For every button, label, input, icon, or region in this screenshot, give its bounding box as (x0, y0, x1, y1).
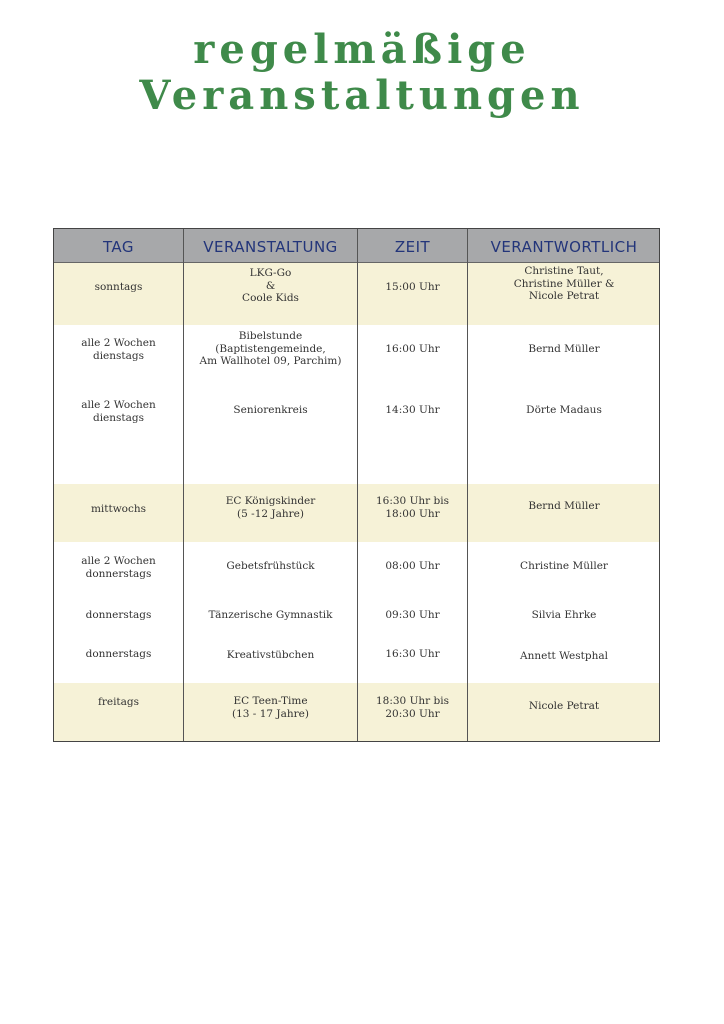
cell-verantwortlich: Bernd Müller (528, 500, 600, 512)
header-tag: TAG (102, 238, 135, 256)
header-zeit: ZEIT (394, 238, 431, 256)
cell-zeit: 16:30 Uhr bis 18:00 Uhr (375, 495, 450, 520)
cell-veranstaltung: Kreativstübchen (226, 649, 315, 661)
cell-veranstaltung: Tänzerische Gymnastik (208, 609, 333, 621)
cell-tag: alle 2 Wochen dienstags (81, 399, 156, 424)
cell-verantwortlich: Silvia Ehrke (531, 609, 597, 621)
cell-veranstaltung: Gebetsfrühstück (226, 560, 315, 572)
cell-tag: donnerstags (85, 609, 152, 621)
cell-tag: freitags (97, 696, 140, 708)
cell-veranstaltung: Bibelstunde (Baptistengemeinde, Am Wallhotel 09, Parchim) (199, 330, 342, 367)
cell-veranstaltung: LKG-Go & Coole Kids (242, 267, 299, 304)
page-title-line-1: regelmäßige (193, 26, 531, 73)
cell-veranstaltung: EC Teen-Time (13 - 17 Jahre) (232, 695, 309, 720)
page-title-line-2: Veranstaltungen (139, 72, 585, 119)
cell-tag: sonntags (94, 281, 143, 293)
cell-veranstaltung: Seniorenkreis (233, 404, 308, 416)
cell-zeit: 18:30 Uhr bis 20:30 Uhr (375, 695, 450, 720)
schedule-table (53, 228, 660, 742)
cell-zeit: 09:30 Uhr (385, 609, 440, 621)
cell-zeit: 16:00 Uhr (385, 343, 440, 355)
cell-verantwortlich: Bernd Müller (528, 343, 600, 355)
column-divider (183, 229, 184, 741)
cell-tag: mittwochs (90, 503, 147, 515)
header-veranstaltung: VERANSTALTUNG (203, 238, 338, 256)
cell-verantwortlich: Dörte Madaus (526, 404, 602, 416)
cell-tag: alle 2 Wochen donnerstags (81, 555, 156, 580)
header-verantwortlich: VERANTWORTLICH (490, 238, 638, 256)
cell-verantwortlich: Christine Taut, Christine Müller & Nicole Petrat (513, 265, 615, 302)
cell-verantwortlich: Nicole Petrat (528, 700, 600, 712)
cell-zeit: 15:00 Uhr (385, 281, 440, 293)
cell-zeit: 08:00 Uhr (385, 560, 440, 572)
cell-zeit: 16:30 Uhr (385, 648, 440, 660)
cell-tag: donnerstags (85, 648, 152, 660)
column-divider (467, 229, 468, 741)
cell-tag: alle 2 Wochen dienstags (81, 337, 156, 362)
cell-zeit: 14:30 Uhr (385, 404, 440, 416)
cell-verantwortlich: Annett Westphal (520, 650, 608, 662)
cell-verantwortlich: Christine Müller (520, 560, 608, 572)
column-divider (357, 229, 358, 741)
cell-veranstaltung: EC Königskinder (5 -12 Jahre) (225, 495, 316, 520)
